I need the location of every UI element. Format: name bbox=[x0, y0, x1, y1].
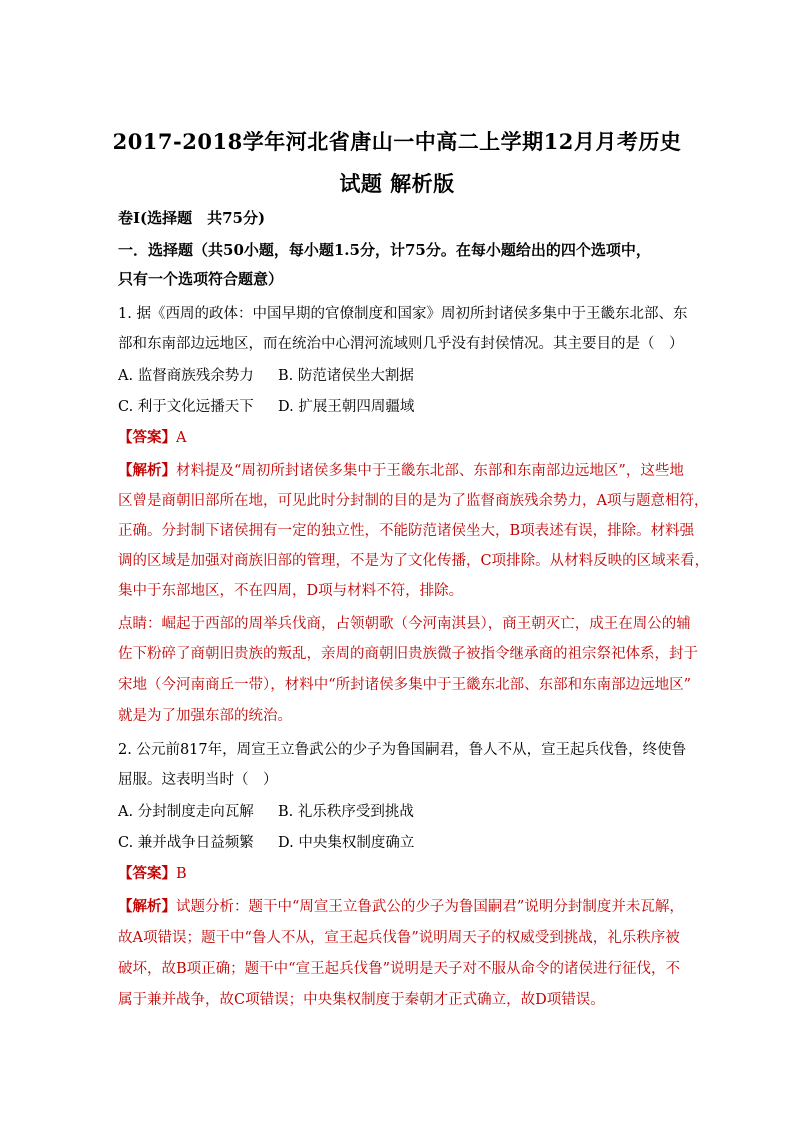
q2-analysis-line3: 破坏，故B项正确；题干中“宣王起兵伐鲁”说明是天子对不服从命令的诸侯进行征伐，不 bbox=[118, 961, 680, 977]
q1-options-row2 bbox=[118, 395, 414, 416]
q2-answer-value: B bbox=[176, 866, 187, 882]
q2-answer bbox=[118, 862, 187, 883]
q1-answer-tag: 【答案】 bbox=[118, 429, 176, 446]
q2-answer-tag: 【答案】 bbox=[118, 865, 176, 882]
q1-tip-line4: 就是为了加强东部的统治。 bbox=[118, 708, 292, 724]
q1-options-row1 bbox=[118, 364, 414, 385]
q2-analysis-line2: 故A项错误；题干中“鲁人不从，宣王起兵伐鲁”说明周天子的权威受到挑战，礼乐秩序被 bbox=[118, 930, 680, 946]
q2-analysis-line1 bbox=[118, 895, 684, 916]
q1-analysis-tag: 【解析】 bbox=[118, 462, 176, 479]
part-header-line1: 一．选择题（共50小题，每小题1.5分，计75分。在每小题给出的四个选项中， bbox=[118, 241, 651, 259]
q2-analysis-line4: 属于兼并战争，故C项错误；中央集权制度于秦朝才正式确立，故D项错误。 bbox=[118, 992, 605, 1008]
q1-tip-line3: 宋地（今河南商丘一带），材料中“所封诸侯多集中于王畿东北部、东部和东南部边远地区” bbox=[118, 677, 692, 693]
q1-analysis-line2: 区曾是商朝旧部所在地，可见此时分封制的目的是为了监督商族残余势力，A项与题意相符， bbox=[118, 493, 709, 509]
doc-title-line2: 试题 解析版 bbox=[339, 171, 455, 196]
q2-stem-line1: 2. 公元前817年，周宣王立鲁武公的少子为鲁国嗣君，鲁人不从，宣王起兵伐鲁，终使鲁 bbox=[118, 742, 687, 758]
q1-analysis-line4: 调的区域是加强对商族旧部的管理，不是为了文化传播，C项排除。从材料反映的区域来看， bbox=[118, 553, 710, 569]
q2-stem-line2: 屈服。这表明当时（ ） bbox=[118, 772, 278, 788]
q1-option-c: C. 利于文化远播天下 bbox=[118, 399, 254, 415]
q1-option-b: B. 防范诸侯坐大割据 bbox=[278, 368, 414, 384]
section-header: 卷Ⅰ(选择题 共75分) bbox=[118, 209, 266, 227]
q2-analysis-text1: 试题分析：题干中“周宣王立鲁武公的少子为鲁国嗣君”说明分封制度并未瓦解， bbox=[176, 899, 684, 915]
q1-option-d: D. 扩展王朝四周疆域 bbox=[278, 399, 415, 415]
q2-analysis-tag: 【解析】 bbox=[118, 898, 176, 915]
q1-tip-line1: 点睛：崛起于西部的周举兵伐商，占领朝歌（今河南淇县），商王朝灭亡，成王在周公的辅 bbox=[118, 616, 691, 632]
q2-options-row1 bbox=[118, 800, 414, 821]
q1-answer-value: A bbox=[176, 430, 187, 446]
q2-option-b: B. 礼乐秩序受到挑战 bbox=[278, 804, 414, 820]
q1-stem-line2: 部和东南部边远地区，而在统治中心渭河流域则几乎没有封侯情况。其主要目的是（ ） bbox=[118, 336, 684, 352]
q2-option-d: D. 中央集权制度确立 bbox=[278, 835, 415, 851]
q1-analysis-text1: 材料提及“周初所封诸侯多集中于王畿东北部、东部和东南部边远地区”，这些地 bbox=[176, 463, 684, 479]
q2-option-a: A. 分封制度走向瓦解 bbox=[118, 804, 254, 820]
q1-stem-line1: 1. 据《西周的政体：中国早期的官僚制度和国家》周初所封诸侯多集中于王畿东北部、东 bbox=[118, 306, 688, 322]
doc-title-line1: 2017-2018学年河北省唐山一中高二上学期12月月考历史 bbox=[112, 129, 682, 154]
q2-options-row2 bbox=[118, 831, 414, 852]
q1-answer bbox=[118, 426, 186, 447]
q1-analysis-line1 bbox=[118, 459, 684, 480]
q1-analysis-line5: 集中于东部地区，不在四周，D项与材料不符，排除。 bbox=[118, 583, 464, 599]
part-header-line2: 只有一个选项符合题意） bbox=[118, 270, 284, 288]
q1-option-a: A. 监督商族残余势力 bbox=[118, 368, 254, 384]
q2-option-c: C. 兼并战争日益频繁 bbox=[118, 835, 254, 851]
q1-analysis-line3: 正确。分封制下诸侯拥有一定的独立性，不能防范诸侯坐大，B项表述有误，排除。材料强 bbox=[118, 523, 695, 539]
q1-tip-line2: 佐下粉碎了商朝旧贵族的叛乱，亲周的商朝旧贵族微子被指令继承商的祖宗祭祀体系，封于 bbox=[118, 646, 698, 662]
